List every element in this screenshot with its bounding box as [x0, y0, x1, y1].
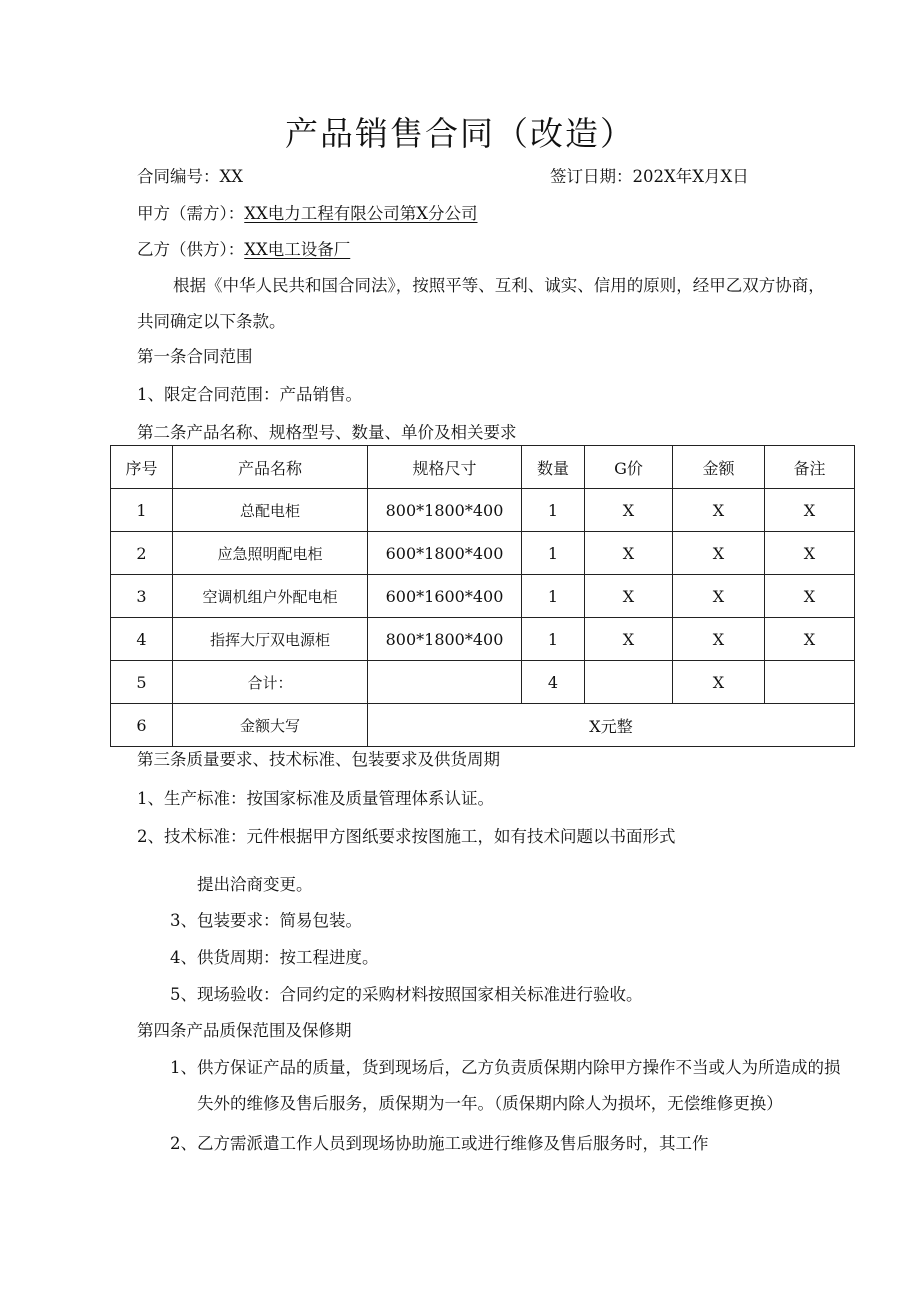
article-1-heading: 第一条合同范围: [137, 347, 253, 366]
table-row: [111, 575, 855, 618]
table-row: [111, 618, 855, 661]
article-3-item-4: 4、供货周期：按工程进度。: [170, 948, 379, 967]
product-remark: X: [765, 575, 855, 618]
page-title: 产品销售合同（改造）: [285, 114, 635, 153]
party-b-value: XX电工设备厂: [244, 240, 351, 259]
product-amount: X: [673, 532, 765, 575]
article-3-item-2-line-1: 2、技术标准：元件根据甲方图纸要求按图施工，如有技术问题以书面形式: [137, 827, 676, 846]
party-b: [137, 239, 350, 261]
product-quantity: 1: [522, 618, 585, 661]
intro-line-2: 共同确定以下条款。: [137, 312, 286, 331]
header-cell: G价: [585, 446, 673, 489]
article-1-item-1: 1、限定合同范围：产品销售。: [137, 385, 362, 404]
article-4-heading: 第四条产品质保范围及保修期: [137, 1021, 352, 1040]
table-header-row: [111, 446, 855, 489]
sign-date-label: 签订日期：: [550, 167, 633, 186]
product-quantity: 1: [522, 532, 585, 575]
row-number: 3: [111, 575, 173, 618]
product-amount: X: [673, 575, 765, 618]
article-3-item-1: 1、生产标准：按国家标准及质量管理体系认证。: [137, 789, 494, 808]
article-3-item-2-line-2: 提出洽商变更。: [197, 875, 313, 894]
total-price: [585, 661, 673, 704]
header-cell: 金额: [673, 446, 765, 489]
article-2-heading: 第二条产品名称、规格型号、数量、单价及相关要求: [137, 423, 517, 442]
product-amount: X: [673, 618, 765, 661]
product-quantity: 1: [522, 575, 585, 618]
product-remark: X: [765, 618, 855, 661]
sign-date: [550, 166, 749, 188]
row-number: 4: [111, 618, 173, 661]
intro-line-1: 根据《中华人民共和国合同法》，按照平等、互利、诚实、信用的原则，经甲乙双方协商，: [173, 276, 825, 295]
contract-number-value: XX: [219, 167, 243, 186]
article-4-item-1-line-2: 失外的维修及售后服务，质保期为一年。（质保期内除人为损坏，无偿维修更换）: [197, 1094, 783, 1113]
product-name: 总配电柜: [173, 489, 368, 532]
table-row: [111, 489, 855, 532]
product-size: 800*1800*400: [368, 618, 522, 661]
article-3-item-3: 3、包装要求：简易包装。: [170, 911, 362, 930]
product-size: 600*1800*400: [368, 532, 522, 575]
product-remark: X: [765, 489, 855, 532]
product-name: 应急照明配电柜: [173, 532, 368, 575]
product-quantity: 1: [522, 489, 585, 532]
sign-date-value: 202X年X月X日: [632, 167, 749, 186]
party-b-label: 乙方（供方）：: [137, 240, 245, 259]
row-number: 1: [111, 489, 173, 532]
row-number: 2: [111, 532, 173, 575]
table-total-row: [111, 661, 855, 704]
product-name: 指挥大厅双电源柜: [173, 618, 368, 661]
amount-in-words-label: 金额大写: [173, 704, 368, 747]
product-price: X: [585, 618, 673, 661]
header-cell: 产品名称: [173, 446, 368, 489]
product-table: [110, 445, 855, 747]
product-amount: X: [673, 489, 765, 532]
party-a-value: XX电力工程有限公司第X分公司: [244, 204, 478, 223]
product-price: X: [585, 489, 673, 532]
total-amount: X: [673, 661, 765, 704]
total-label: 合计：: [173, 661, 368, 704]
header-cell: 备注: [765, 446, 855, 489]
table-amount-row: [111, 704, 855, 747]
contract-number-label: 合同编号：: [137, 167, 220, 186]
total-size: [368, 661, 522, 704]
header-cell: 数量: [522, 446, 585, 489]
amount-in-words-value: X元整: [368, 704, 855, 747]
party-a: [137, 203, 478, 225]
total-remark: [765, 661, 855, 704]
product-remark: X: [765, 532, 855, 575]
article-4-item-1-line-1: 1、供方保证产品的质量，货到现场后，乙方负责质保期内除甲方操作不当或人为所造成的损: [170, 1058, 841, 1077]
header-cell: 规格尺寸: [368, 446, 522, 489]
article-4-item-2-line-1: 2、乙方需派遣工作人员到现场协助施工或进行维修及售后服务时，其工作: [170, 1134, 709, 1153]
header-cell: 序号: [111, 446, 173, 489]
product-price: X: [585, 575, 673, 618]
party-a-label: 甲方（需方）：: [137, 204, 245, 223]
product-size: 800*1800*400: [368, 489, 522, 532]
product-size: 600*1600*400: [368, 575, 522, 618]
row-number: 5: [111, 661, 173, 704]
table-row: [111, 532, 855, 575]
total-quantity: 4: [522, 661, 585, 704]
row-number: 6: [111, 704, 173, 747]
article-3-heading: 第三条质量要求、技术标准、包装要求及供货周期: [137, 750, 500, 769]
product-name: 空调机组户外配电柜: [173, 575, 368, 618]
contract-number: [137, 166, 243, 188]
product-price: X: [585, 532, 673, 575]
article-3-item-5: 5、现场验收：合同约定的采购材料按照国家相关标准进行验收。: [170, 985, 643, 1004]
